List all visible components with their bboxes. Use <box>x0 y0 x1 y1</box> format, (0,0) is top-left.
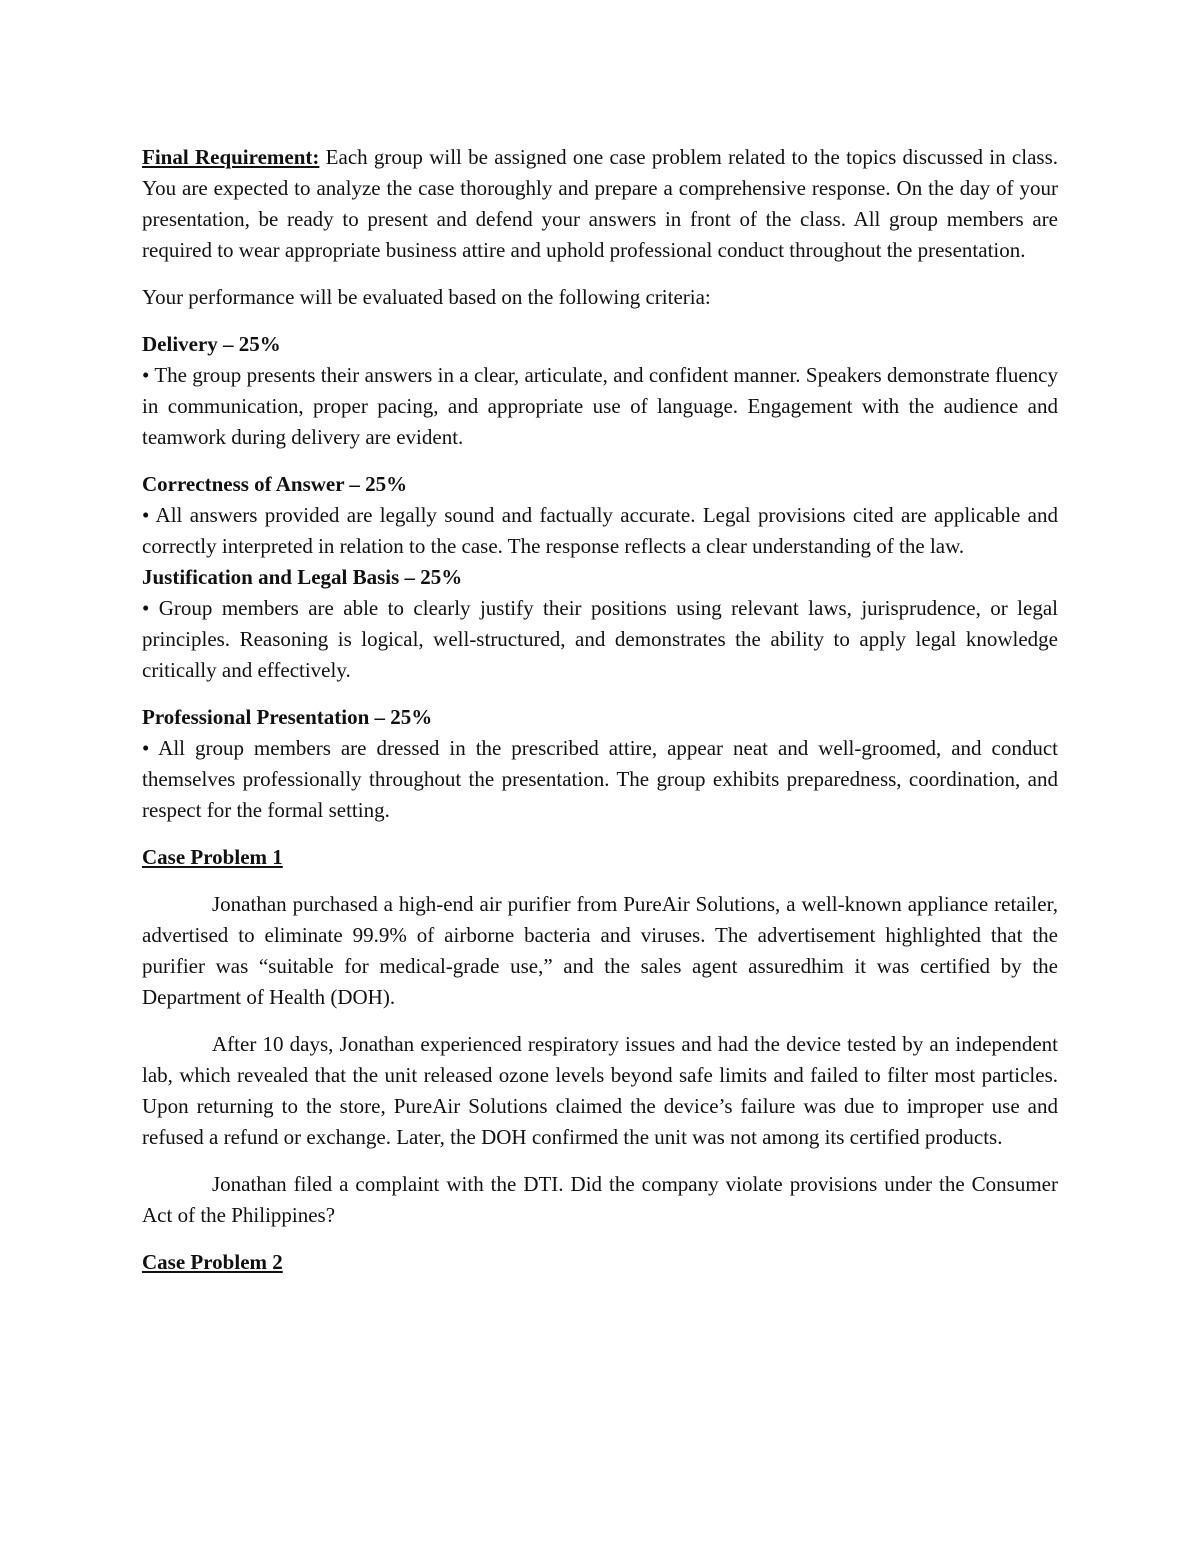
criterion-text: • All group members are dressed in the prescribed attire, appear neat and well-groomed, and conduct themselves professionally throughout the presentation. The group exhibits preparedness, coordination, and respect for the formal setting. <box>142 736 1058 822</box>
criterion-text: • Group members are able to clearly justify their positions using relevant laws, jurisprudence, or legal principles. Reasoning is logical, well-structured, and demonstrates the ability to apply legal knowledge critically and effectively. <box>142 596 1058 682</box>
case-problem-1-title: Case Problem 1 <box>142 845 283 869</box>
document-page <box>142 142 1058 1278</box>
criterion-correctness <box>142 469 1058 562</box>
criterion-title: Delivery – 25% <box>142 332 281 356</box>
case-problem-2-title: Case Problem 2 <box>142 1250 283 1274</box>
criterion-title: Correctness of Answer – 25% <box>142 472 408 496</box>
criterion-text: • The group presents their answers in a clear, articulate, and confident manner. Speakers demonstrate fluency in communication, proper pacing, and appropriate use of language. Engagement with the audience and teamwork during delivery are evident. <box>142 363 1058 449</box>
criterion-professional <box>142 702 1058 826</box>
criteria-intro: Your performance will be evaluated based on the following criteria: <box>142 285 711 309</box>
final-requirement-label: Final Requirement: <box>142 145 320 169</box>
criterion-title: Justification and Legal Basis – 25% <box>142 565 463 589</box>
criterion-title: Professional Presentation – 25% <box>142 705 433 729</box>
criterion-delivery <box>142 329 1058 453</box>
case-1-paragraph: After 10 days, Jonathan experienced respiratory issues and had the device tested by an independent lab, which revealed that the unit released ozone levels beyond safe limits and failed to filter most particles. Upon returning to the store, PureAir Solutions claimed the device’s failure was due to improper use and refused a refund or exchange. Later, the DOH confirmed the unit was not among its certified products. <box>142 1032 1058 1149</box>
case-1-paragraph: Jonathan filed a complaint with the DTI. Did the company violate provisions under the Consumer Act of the Philippines? <box>142 1172 1058 1227</box>
criterion-justification <box>142 562 1058 686</box>
intro-text: Each group will be assigned one case problem related to the topics discussed in class. You are expected to analyze the case thoroughly and prepare a comprehensive response. On the day of your presentation, be ready to present and defend your answers in front of the class. All group members are required to wear appropriate business attire and uphold professional conduct throughout the presentation. <box>142 145 1058 262</box>
intro-paragraph <box>142 142 1058 266</box>
criterion-text: • All answers provided are legally sound and factually accurate. Legal provisions cited are applicable and correctly interpreted in relation to the case. The response reflects a clear understanding of the law. <box>142 503 1058 558</box>
case-1-paragraph: Jonathan purchased a high-end air purifier from PureAir Solutions, a well-known appliance retailer, advertised to eliminate 99.9% of airborne bacteria and viruses. The advertisement highlighted that the purifier was “suitable for medical-grade use,” and the sales agent assuredhim it was certified by the Department of Health (DOH). <box>142 892 1058 1009</box>
